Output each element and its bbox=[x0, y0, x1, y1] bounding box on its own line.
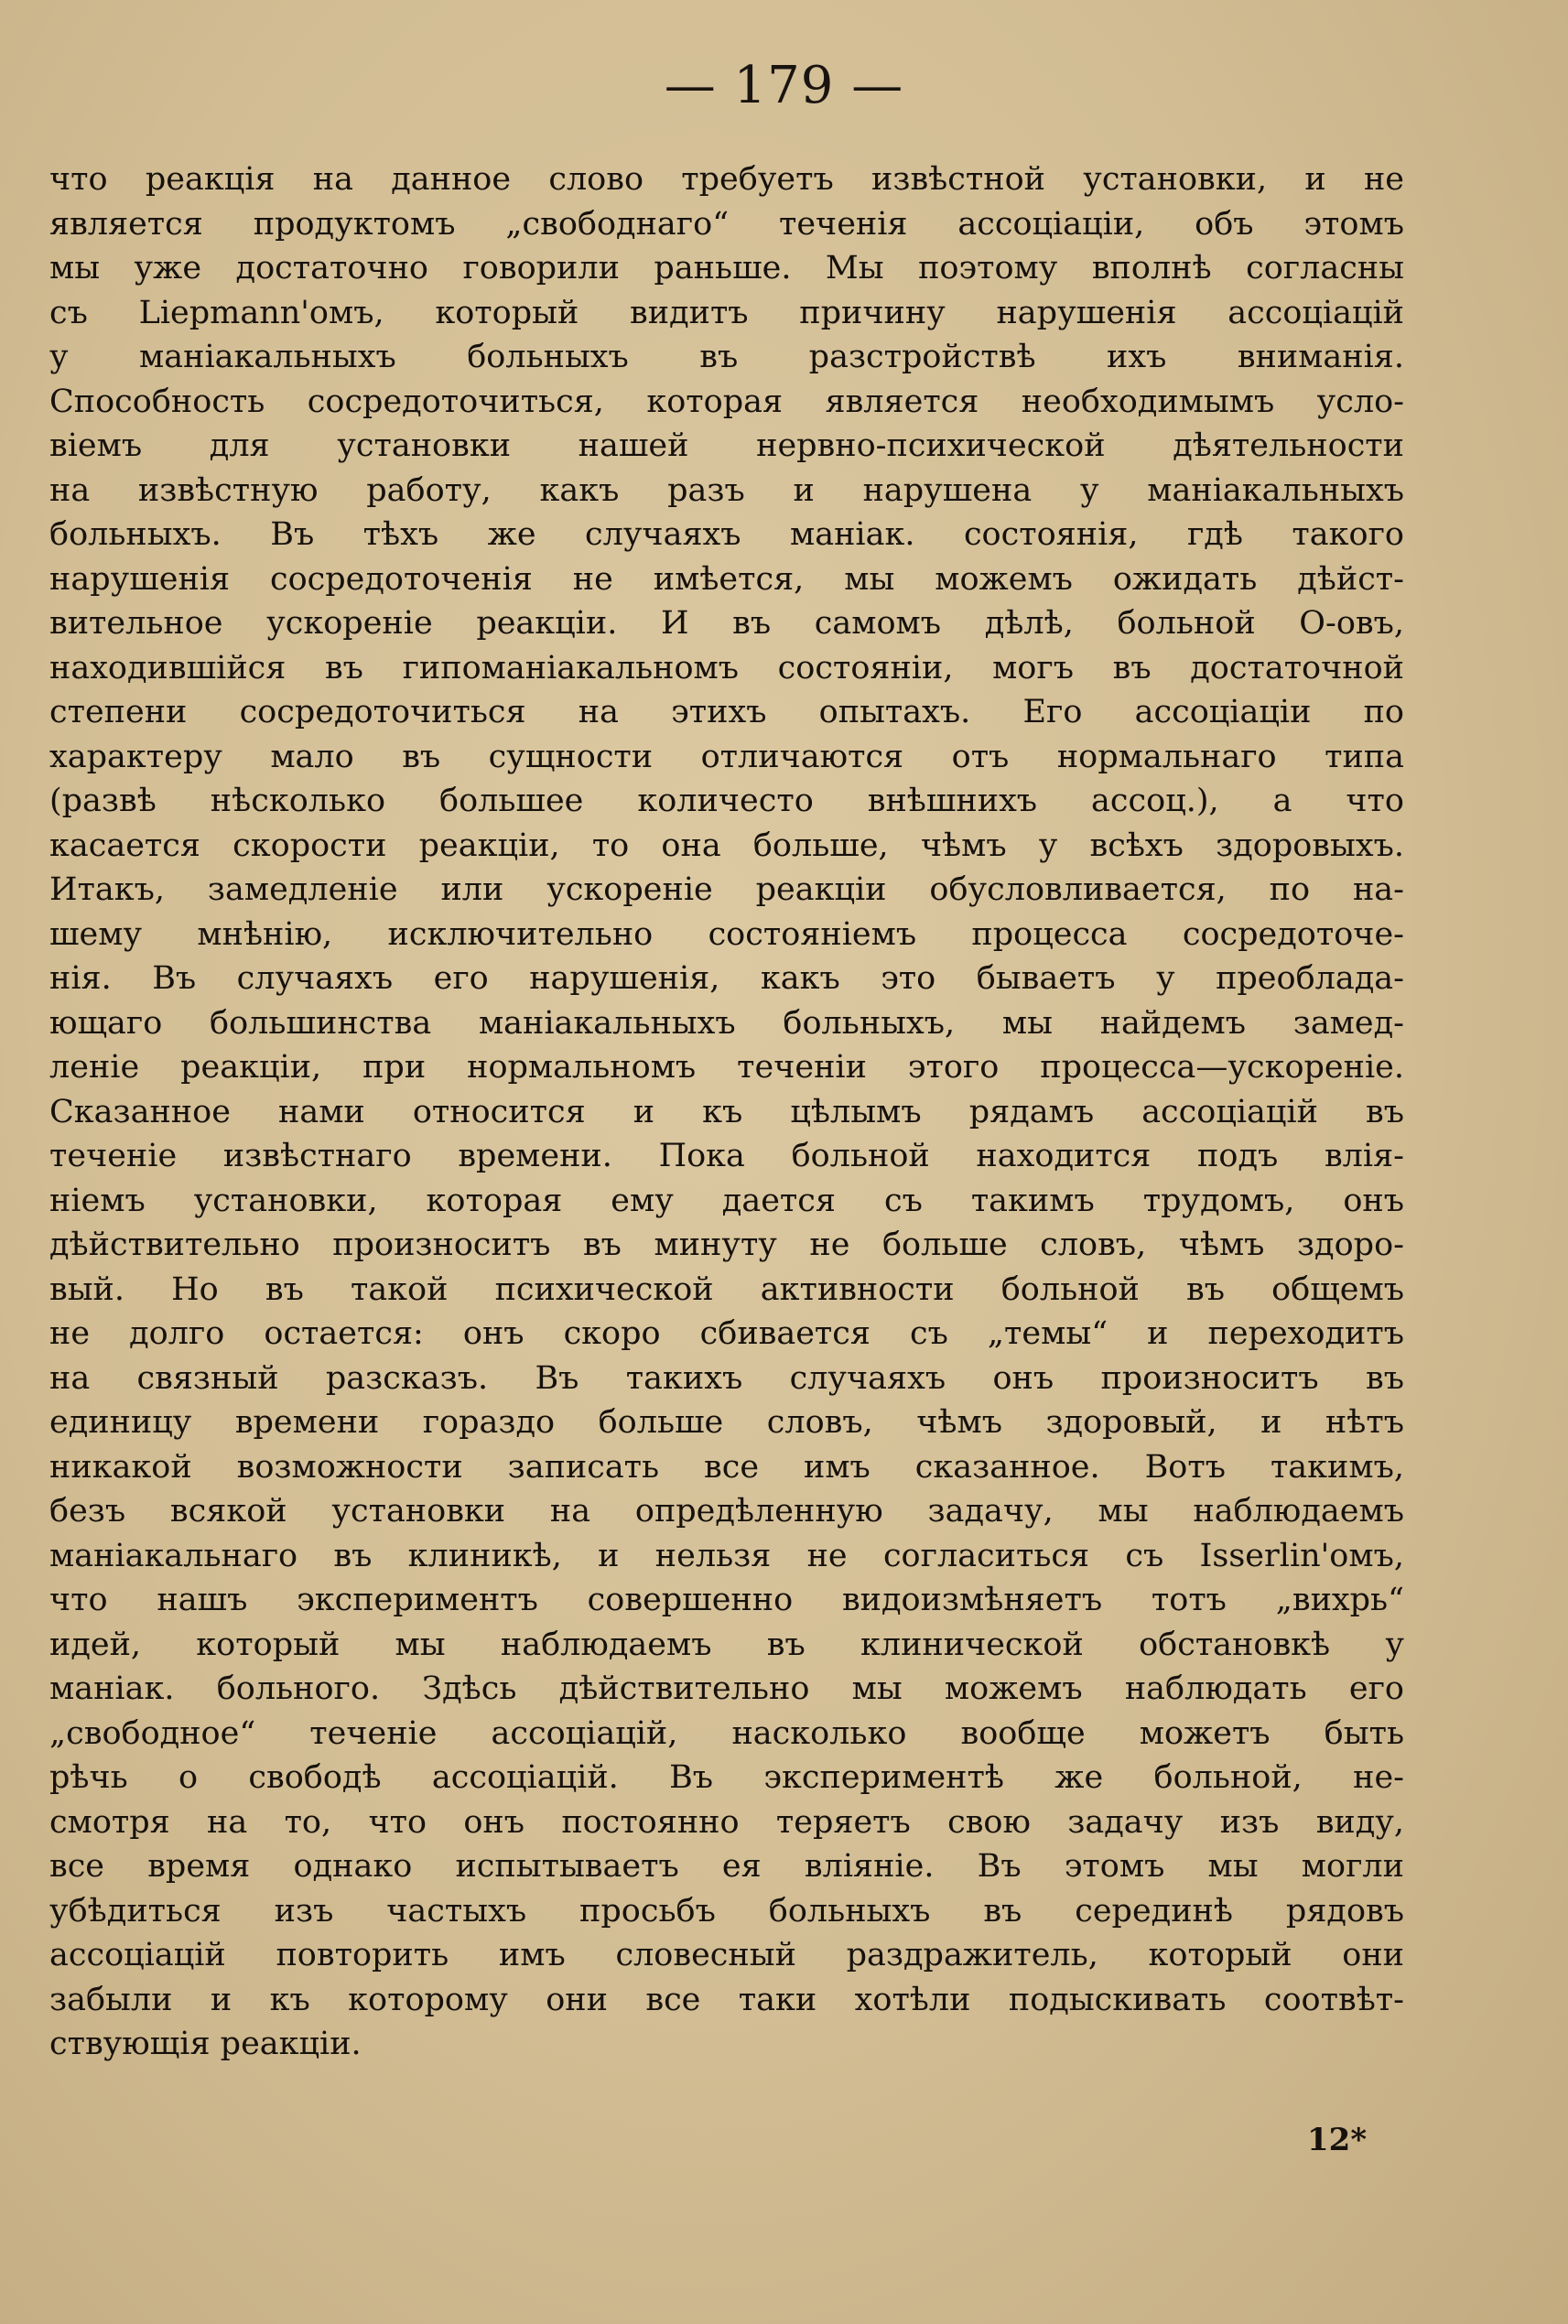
text-line: больныхъ. Въ тѣхъ же случаяхъ маніак. состоянія, гдѣ такого bbox=[49, 516, 1404, 553]
text-line: характеру мало въ сущности отличаются отъ нормальнаго типа bbox=[49, 738, 1404, 775]
text-line: (развѣ нѣсколько большее количесто внѣшнихъ ассоц.), а что bbox=[49, 783, 1404, 819]
text-line: съ Liepmann'омъ, который видитъ причину нарушенія ассоціацій bbox=[49, 294, 1404, 331]
text-line: что нашъ экспериментъ совершенно видоизмѣняетъ тотъ „вихрь“ bbox=[49, 1582, 1404, 1618]
text-line: единицу времени гораздо больше словъ, чѣмъ здоровый, и нѣтъ bbox=[49, 1404, 1404, 1441]
text-line: убѣдиться изъ частыхъ просьбъ больныхъ въ серединѣ рядовъ bbox=[49, 1892, 1404, 1929]
text-line: рѣчь о свободѣ ассоціацій. Въ экспериментѣ же больной, не- bbox=[49, 1759, 1404, 1796]
text-line: смотря на то, что онъ постоянно теряетъ свою задачу изъ виду, bbox=[49, 1803, 1404, 1841]
text-line: степени сосредоточиться на этихъ опытахъ. Его ассоціаціи по bbox=[49, 694, 1404, 730]
text-line: находившійся въ гипоманіакальномъ состояніи, могъ въ достаточной bbox=[49, 649, 1404, 686]
text-line: шему мнѣнію, исключительно состояніемъ процесса сосредоточе- bbox=[49, 915, 1404, 953]
text-line: вый. Но въ такой психической активности больной въ общемъ bbox=[49, 1270, 1404, 1308]
text-line: никакой возможности записать все имъ сказанное. Вотъ такимъ, bbox=[49, 1448, 1404, 1486]
text-line: что реакція на данное слово требуетъ извѣстной установки, и не bbox=[49, 161, 1404, 198]
text-line: ніемъ установки, которая ему дается съ такимъ трудомъ, онъ bbox=[49, 1182, 1404, 1219]
text-line: маніак. больного. Здѣсь дѣйствительно мы можемъ наблюдать его bbox=[49, 1670, 1404, 1707]
text-line: теченіе извѣстнаго времени. Пока больной находится подъ влія- bbox=[49, 1138, 1404, 1174]
signature-mark: 12* bbox=[1307, 2122, 1368, 2158]
text-line: віемъ для установки нашей нервно-психической дѣятельности bbox=[49, 427, 1404, 464]
text-line: ющаго большинства маніакальныхъ больныхъ, мы найдемъ замед- bbox=[49, 1004, 1404, 1042]
text-line: нія. Въ случаяхъ его нарушенія, какъ это бываетъ у преоблада- bbox=[49, 960, 1404, 997]
text-line: ассоціацій повторить имъ словесный раздражитель, который они bbox=[49, 1937, 1404, 1973]
text-line: безъ всякой установки на опредѣленную задачу, мы наблюдаемъ bbox=[49, 1493, 1404, 1530]
text-line: Способность сосредоточиться, которая является необходимымъ усло- bbox=[49, 383, 1404, 420]
text-line: является продуктомъ „свободнаго“ теченія ассоціаціи, объ этомъ bbox=[49, 205, 1404, 243]
text-line: на извѣстную работу, какъ разъ и нарушена у маніакальныхъ bbox=[49, 471, 1404, 509]
text-line: не долго остается: онъ скоро сбивается съ „темы“ и переходитъ bbox=[49, 1315, 1404, 1352]
text-line: идей, который мы наблюдаемъ въ клинической обстановкѣ у bbox=[49, 1626, 1404, 1663]
text-line: мы уже достаточно говорили раньше. Мы поэтому вполнѣ согласны bbox=[49, 250, 1404, 286]
body-text bbox=[49, 157, 1404, 2067]
text-line: Итакъ, замедленіе или ускореніе реакціи обусловливается, по на- bbox=[49, 871, 1404, 908]
text-line: ствующія реакціи. bbox=[49, 2026, 362, 2062]
text-line: вительное ускореніе реакціи. И въ самомъ дѣлѣ, больной О-овъ, bbox=[49, 605, 1404, 642]
text-line: леніе реакціи, при нормальномъ теченіи этого процесса—ускореніе. bbox=[49, 1049, 1404, 1086]
page-number: — 179 — bbox=[664, 56, 904, 115]
text-line: забыли и къ которому они все таки хотѣли подыскивать соотвѣт- bbox=[49, 1981, 1404, 2018]
text-line: нарушенія сосредоточенія не имѣется, мы можемъ ожидать дѣйст- bbox=[49, 560, 1404, 598]
text-line: „свободное“ теченіе ассоціацій, насколько вообще можетъ быть bbox=[49, 1714, 1404, 1752]
text-line: на связный разсказъ. Въ такихъ случаяхъ онъ произноситъ въ bbox=[49, 1359, 1404, 1397]
text-line: касается скорости реакціи, то она больше, чѣмъ у всѣхъ здоровыхъ. bbox=[49, 827, 1404, 864]
text-line: все время однако испытываетъ ея вліяніе. Въ этомъ мы могли bbox=[49, 1848, 1404, 1885]
text-line: маніакальнаго въ клиникѣ, и нельзя не согласиться съ Isserlin'омъ, bbox=[49, 1537, 1404, 1574]
text-line: у маніакальныхъ больныхъ въ разстройствѣ ихъ вниманія. bbox=[49, 339, 1404, 375]
text-line: Сказанное нами относится и къ цѣлымъ рядамъ ассоціацій въ bbox=[49, 1093, 1404, 1130]
text-line: дѣйствительно произноситъ въ минуту не больше словъ, чѣмъ здоро- bbox=[49, 1227, 1404, 1263]
